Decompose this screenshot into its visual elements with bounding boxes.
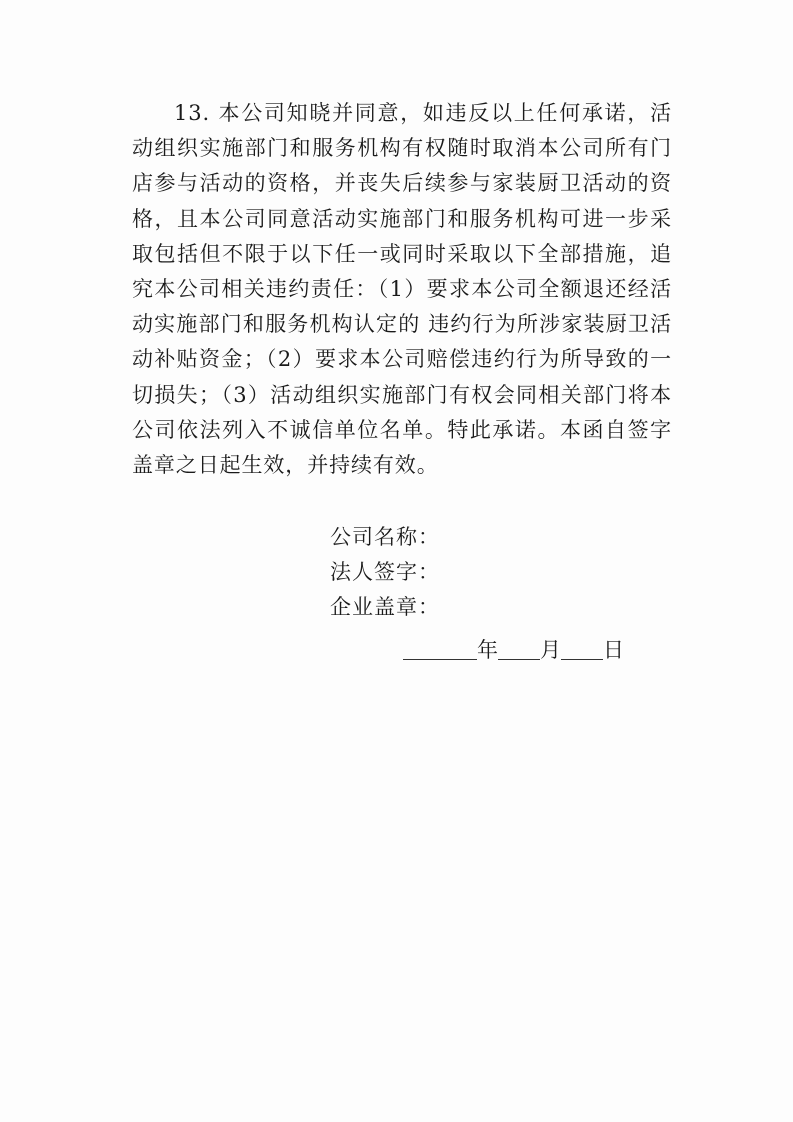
day-blank [561, 635, 603, 660]
month-label: 月 [540, 638, 561, 662]
commitment-clause-13: 13. 本公司知晓并同意，如违反以上任何承诺，活动组织实施部门和服务机构有权随时取消本公司所有门店参与活动的资格，并丧失后续参与家装厨卫活动的资格，且本公司同意活动实施部门和服务机构可进一步采取包括但不限于以下任一或同时采取以下全部措施，追究本公司相关违约责任：（1）要求本公司全额退还经活动实施部门和服务机构认定的 违约行为所涉家装厨卫活动补贴资金；（2）要求本公司赔偿违约行为所导致的一切损失；（3）活动组织实施部门有权会同相关部门将本公司依法列入不诚信单位名单。特此承诺。本函自签字盖章之日起生效，并持续有效。 [132, 101, 672, 478]
year-blank [403, 635, 477, 660]
signature-block [330, 520, 630, 625]
legal-representative-signature-label: 法人签字： [330, 560, 440, 584]
date-line [403, 633, 643, 668]
company-name-label: 公司名称： [330, 525, 440, 549]
company-seal-label: 企业盖章： [330, 595, 440, 619]
year-label: 年 [477, 638, 498, 662]
month-blank [498, 635, 540, 660]
day-label: 日 [603, 638, 624, 662]
